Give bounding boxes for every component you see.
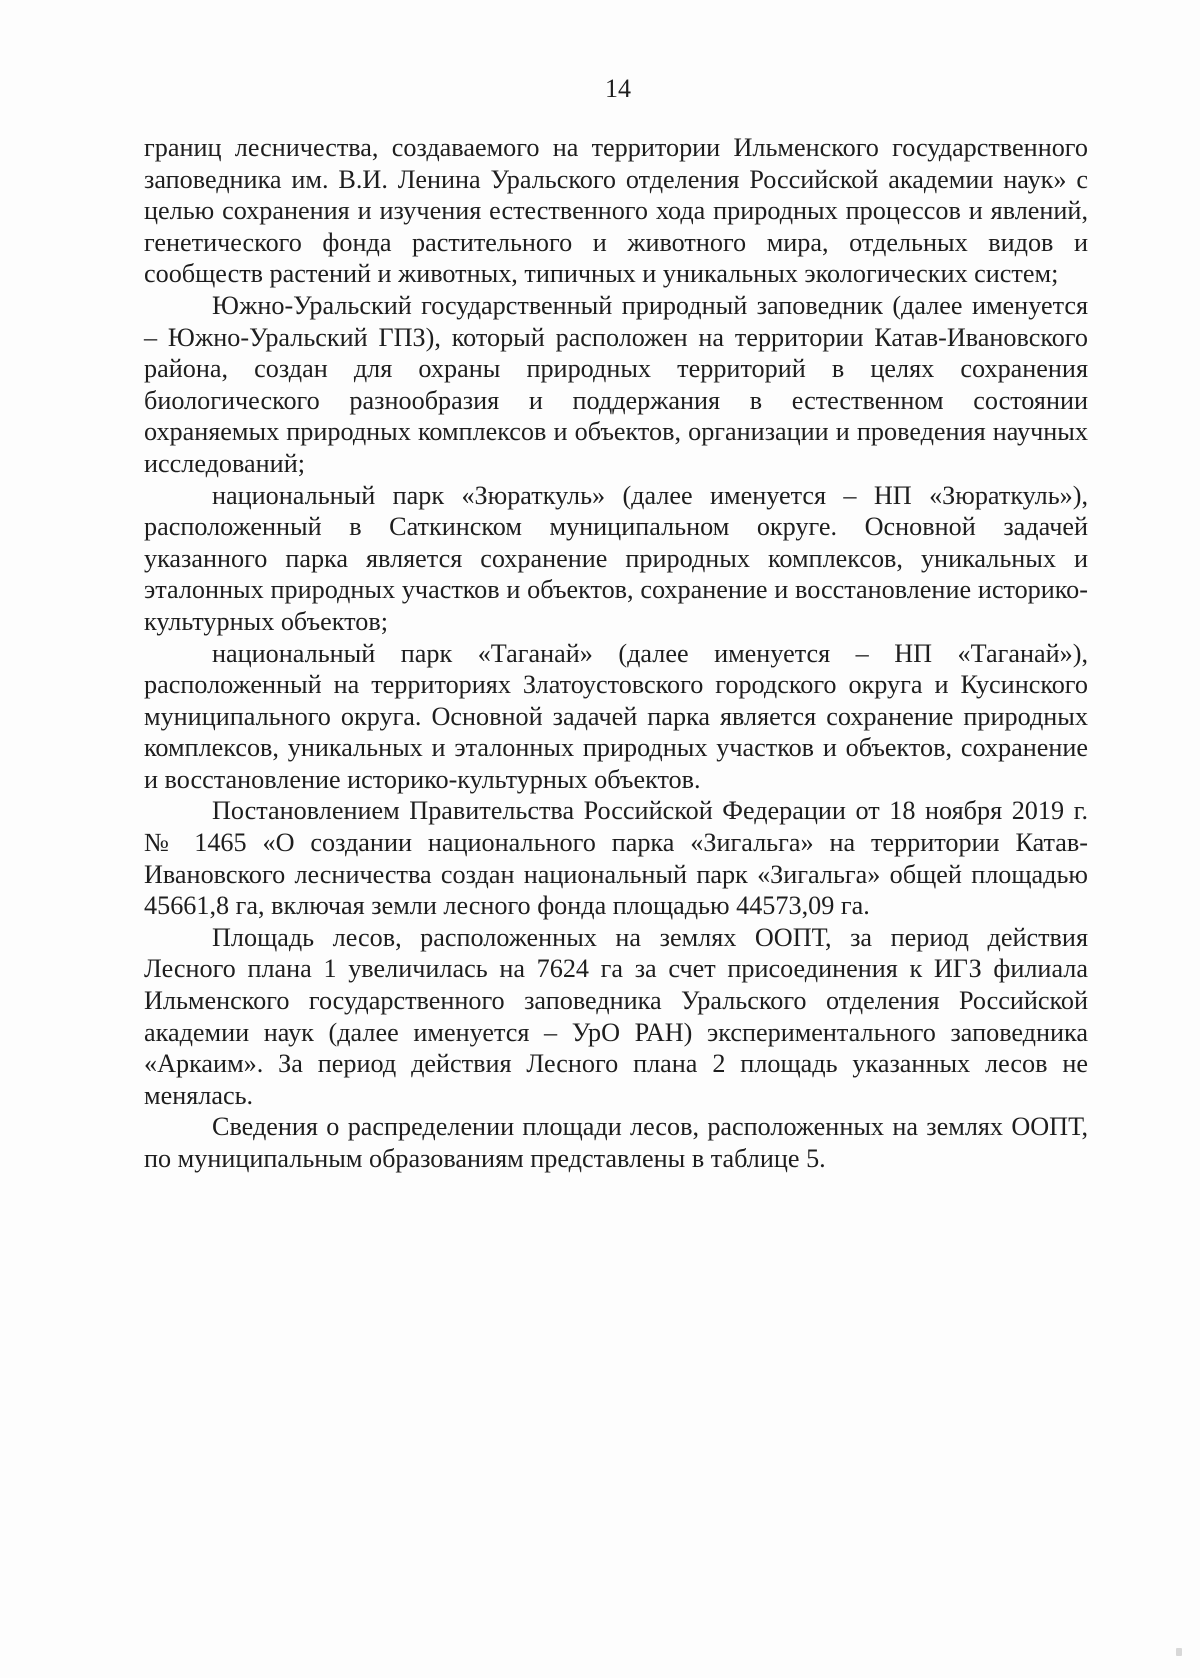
- paragraph-zyuratkul-park: национальный парк «Зюраткуль» (далее именуется – НП «Зюраткуль»), расположенный в Саткинском муниципальном округе. Основной задачей указанного парка является сохранение природных комплексов, уникальных и эталонных природных участков и объектов, сохранение и восстановление историко-культурных объектов;: [144, 480, 1088, 636]
- page-number: 14: [605, 74, 631, 103]
- paragraph-area-change: Площадь лесов, расположенных на землях ООПТ, за период действия Лесного плана 1 увеличилась на 7624 га за счет присоединения к ИГЗ филиала Ильменского государственного заповедника Уральского отделения Российской академии наук (далее именуется – УрО РАН) экспериментального заповедника «Аркаим». За период действия Лесного плана 2 площадь указанных лесов не менялась.: [144, 922, 1088, 1110]
- scan-artifact: [1176, 1648, 1182, 1656]
- paragraph-table-reference: Сведения о распределении площади лесов, расположенных на землях ООПТ, по муниципальным образованиям представлены в таблице 5.: [144, 1112, 1088, 1173]
- paragraph-continuation: границ лесничества, создаваемого на территории Ильменского государственного заповедника им. В.И. Ленина Уральского отделения Российской академии наук» с целью сохранения и изучения естественного хода природных процессов и явлений, генетического фонда растительного и животного мира, отдельных видов и сообществ растений и животных, типичных и уникальных экологических систем;: [144, 133, 1088, 289]
- paragraph-south-ural-reserve: Южно-Уральский государственный природный заповедник (далее именуется – Южно-Уральский ГПЗ), который расположен на территории Катав-Ивановского района, создан для охраны природных территорий в целях сохранения биологического разнообразия и поддержания в естественном состоянии охраняемых природных комплексов и объектов, организации и проведения научных исследований;: [144, 290, 1088, 478]
- paragraph-zigalga-park: Постановлением Правительства Российской Федерации от 18 ноября 2019 г. № 1465 «О создании национального парка «Зигальга» на территории Катав-Ивановского лесничества создан национальный парк «Зигальга» общей площадью 45661,8 га, включая земли лесного фонда площадью 44573,09 га.: [144, 796, 1088, 921]
- document-body: [144, 132, 1088, 1175]
- paragraph-taganay-park: национальный парк «Таганай» (далее именуется – НП «Таганай»), расположенный на территориях Златоустовского городского округа и Кусинского муниципального округа. Основной задачей парка является сохранение природных комплексов, уникальных и эталонных природных участков и объектов, сохранение и восстановление историко-культурных объектов.: [144, 638, 1088, 794]
